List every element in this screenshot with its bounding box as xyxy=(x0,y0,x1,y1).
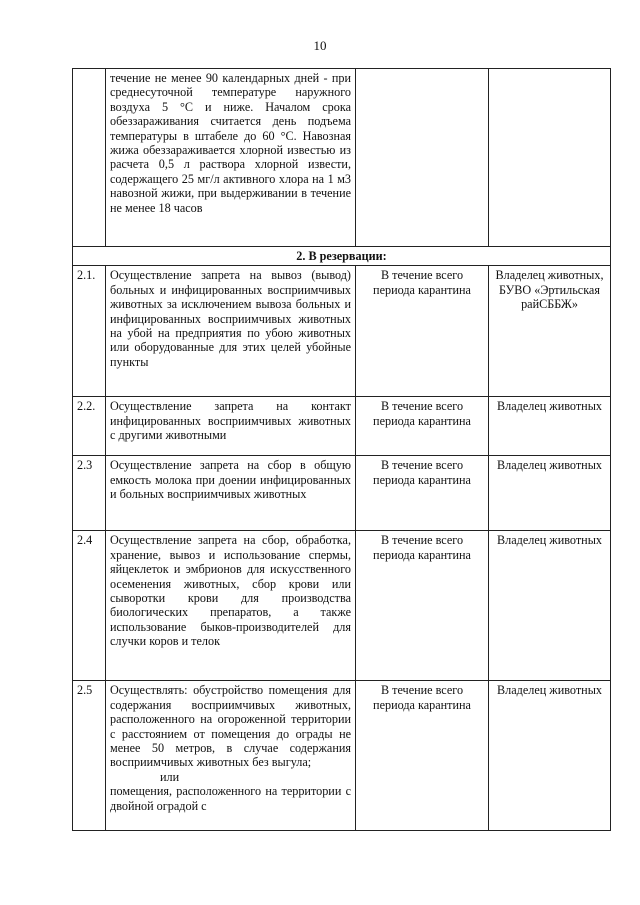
cell-num: 2.3 xyxy=(73,456,106,531)
cell-responsible: Владелец животных, БУВО «Эртильская райСББЖ» xyxy=(489,266,611,397)
page-number: 10 xyxy=(313,38,327,53)
cell-term: В течение всего периода карантина xyxy=(356,681,489,831)
cell-measure: Осуществление запрета на контакт инфицированных восприимчивых животных с другими животными xyxy=(106,397,356,456)
cell-measure: Осуществление запрета на вывоз (вывод) больных и инфицированных восприимчивых животных за исключением вывоза больных и инфицированных восприимчивых животных на убой на предприятия по убою животных или оборудованные для этих целей убойные пункты xyxy=(106,266,356,397)
section-row xyxy=(73,247,611,266)
cell-term: В течение всего периода карантина xyxy=(356,397,489,456)
cell-term xyxy=(356,69,489,247)
table-row xyxy=(73,69,611,247)
cell-measure xyxy=(106,681,356,831)
measure-or: или xyxy=(160,769,180,784)
cell-measure: Осуществление запрета на сбор, обработка, хранение, вывоз и использование спермы, яйцеклеток и эмбрионов для искусственного осеменения животных, сбор крови или сыворотки крови для производства биологических препаратов, а также использование быков-производителей для случки коров и телок xyxy=(106,531,356,681)
cell-responsible: Владелец животных xyxy=(489,681,611,831)
measures-table xyxy=(72,68,611,831)
measure-text-cont: помещения, расположенного на территории с двойной оградой с xyxy=(110,784,351,813)
section-title: 2. В резервации: xyxy=(73,247,611,266)
cell-responsible xyxy=(489,69,611,247)
cell-measure: Осуществление запрета на сбор в общую емкость молока при доении инфицированных и больных восприимчивых животных xyxy=(106,456,356,531)
cell-num: 2.1. xyxy=(73,266,106,397)
cell-measure: течение не менее 90 календарных дней - при среднесуточной температуре наружного воздуха 5 °С и ниже. Началом срока обеззараживания считается день подъема температуры в штабеле до 60 °С. Навозная жижа обеззараживается хлорной известью из расчета 0,5 л раствора хлорной извести, содержащего 25 мг/л активного хлора на 1 м3 навозной жижи, при выдерживании в течение не менее 18 часов xyxy=(106,69,356,247)
cell-responsible: Владелец животных xyxy=(489,397,611,456)
cell-responsible: Владелец животных xyxy=(489,456,611,531)
cell-term: В течение всего периода карантина xyxy=(356,531,489,681)
cell-term: В течение всего периода карантина xyxy=(356,266,489,397)
cell-num xyxy=(73,69,106,247)
table-row xyxy=(73,397,611,456)
cell-term: В течение всего периода карантина xyxy=(356,456,489,531)
measure-text: Осуществлять: обустройство помещения для содержания восприимчивых животных, расположенного на огороженной территории с расстоянием от помещения до ограды не менее 50 метров, в случае содержания восприимчивых животных без выгула; xyxy=(110,683,351,770)
cell-num: 2.2. xyxy=(73,397,106,456)
table-row xyxy=(73,266,611,397)
cell-num: 2.5 xyxy=(73,681,106,831)
table-row xyxy=(73,456,611,531)
table-row xyxy=(73,681,611,831)
cell-responsible: Владелец животных xyxy=(489,531,611,681)
cell-num: 2.4 xyxy=(73,531,106,681)
table-row xyxy=(73,531,611,681)
